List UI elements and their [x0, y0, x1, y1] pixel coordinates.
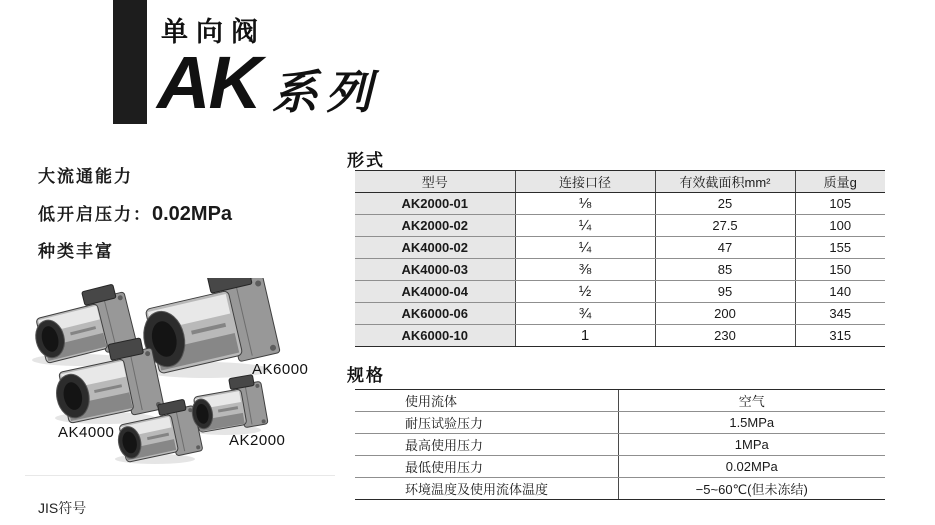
spec-value: 1MPa [618, 434, 885, 456]
spec-value: 空气 [618, 390, 885, 412]
product-label-ak2000: AK2000 [229, 432, 286, 449]
product-category-title: 单向阀 [161, 17, 266, 47]
spec-label: 最低使用压力 [355, 456, 618, 478]
cell-port: ⅛ [515, 193, 655, 215]
cell-weight: 100 [795, 215, 885, 237]
cell-model: AK4000-03 [355, 259, 515, 281]
spec-label: 使用流体 [355, 390, 618, 412]
product-label-ak4000: AK4000 [58, 424, 115, 441]
cell-port: ¾ [515, 303, 655, 325]
table-row [355, 303, 885, 325]
cell-port: 1 [515, 325, 655, 347]
spec-row [355, 412, 885, 434]
cell-weight: 140 [795, 281, 885, 303]
feature-cracking-pressure-label: 低开启压力： [38, 205, 152, 224]
product-label-ak6000: AK6000 [252, 361, 309, 378]
spec-label: 耐压试验压力 [355, 412, 618, 434]
cell-weight: 315 [795, 325, 885, 347]
cell-port: ⅜ [515, 259, 655, 281]
cell-weight: 345 [795, 303, 885, 325]
col-header-port: 连接口径 [515, 171, 655, 193]
feature-list [38, 167, 232, 279]
cell-area: 200 [655, 303, 795, 325]
type-table-title: 形式 [347, 151, 385, 170]
table-row [355, 281, 885, 303]
cell-weight: 155 [795, 237, 885, 259]
cell-area: 47 [655, 237, 795, 259]
cell-port: ¼ [515, 215, 655, 237]
type-table [355, 170, 885, 347]
spec-row [355, 434, 885, 456]
series-suffix: 系列 [271, 66, 380, 118]
spec-label: 环境温度及使用流体温度 [355, 478, 618, 500]
cell-weight: 150 [795, 259, 885, 281]
cell-weight: 105 [795, 193, 885, 215]
cell-model: AK2000-01 [355, 193, 515, 215]
cell-model: AK2000-02 [355, 215, 515, 237]
table-row [355, 259, 885, 281]
spec-value: −5~60℃(但未冻结) [618, 478, 885, 500]
table-row [355, 237, 885, 259]
series-name: AK [157, 41, 260, 124]
valve-ak2000 [187, 373, 268, 436]
spec-table [355, 389, 885, 500]
feature-cracking-pressure [38, 204, 232, 225]
cell-area: 27.5 [655, 215, 795, 237]
cell-port: ¼ [515, 237, 655, 259]
col-header-weight: 质量g [795, 171, 885, 193]
cell-area: 25 [655, 193, 795, 215]
spec-row [355, 478, 885, 500]
spec-row [355, 456, 885, 478]
feature-variety: 种类丰富 [38, 242, 114, 261]
cell-port: ½ [515, 281, 655, 303]
cell-area: 85 [655, 259, 795, 281]
col-header-area: 有效截面积mm² [655, 171, 795, 193]
table-row [355, 325, 885, 347]
series-title [157, 41, 380, 124]
jis-symbol-label: JIS符号 [38, 500, 87, 516]
cell-area: 230 [655, 325, 795, 347]
cell-model: AK4000-04 [355, 281, 515, 303]
table-row [355, 193, 885, 215]
table-row [355, 215, 885, 237]
col-header-model: 型号 [355, 171, 515, 193]
title-accent-bar [113, 0, 147, 124]
product-photo [25, 278, 335, 476]
spec-value: 1.5MPa [618, 412, 885, 434]
feature-cracking-pressure-value: 0.02MPa [152, 203, 233, 225]
cell-model: AK6000-06 [355, 303, 515, 325]
spec-value: 0.02MPa [618, 456, 885, 478]
spec-table-title: 规格 [347, 366, 385, 385]
feature-flow-capacity: 大流通能力 [38, 167, 133, 186]
cell-model: AK6000-10 [355, 325, 515, 347]
spec-row [355, 390, 885, 412]
cell-area: 95 [655, 281, 795, 303]
cell-model: AK4000-02 [355, 237, 515, 259]
type-table-header-row [355, 171, 885, 193]
spec-label: 最高使用压力 [355, 434, 618, 456]
